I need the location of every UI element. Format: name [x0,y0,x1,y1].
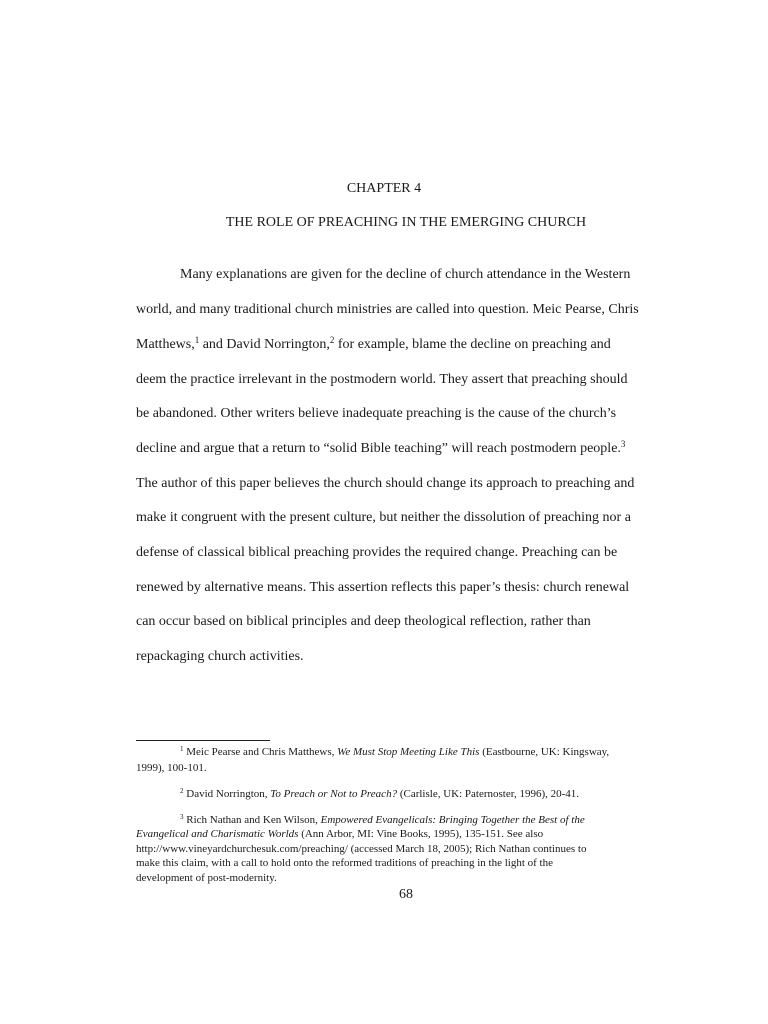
footnote-text: (Carlisle, UK: Paternoster, 1996), 20-41. [399,788,580,800]
footnote-number: 2 [180,787,184,795]
body-line: deem the practice irrelevant in the postmodern world. They assert that preaching should [136,372,628,387]
footnote-text: (Ann Arbor, MI: Vine Books, 1995), 135-151. See also [301,828,544,840]
footnote-1 [180,746,609,758]
footnote-text: David Norrington, [186,788,268,800]
footnote-title: Empowered Evangelicals: Bringing Together the Best of the [320,814,585,826]
footnote-title: We Must Stop Meeting Like This [337,746,480,758]
footnote-ref[interactable]: 2 [329,335,335,345]
footnote-3-line-4: make this claim, with a call to hold onto the reformed traditions of preaching in the light of the [136,857,553,869]
footnote-3 [180,814,585,826]
body-line: world, and many traditional church ministries are called into question. Meic Pearse, Chris [136,302,639,317]
footnote-separator [136,740,270,741]
footnote-text: Meic Pearse and Chris Matthews, [186,746,335,758]
body-line: renewed by alternative means. This assertion reflects this paper’s thesis: church renewal [136,580,630,595]
body-line: repackaging church activities. [136,649,304,664]
footnote-ref[interactable]: 3 [620,439,626,449]
body-line: can occur based on biblical principles and deep theological reflection, rather than [136,614,591,629]
body-line: defense of classical biblical preaching provides the required change. Preaching can be [136,545,618,560]
footnote-text: Rich Nathan and Ken Wilson, [186,814,318,826]
footnote-2 [180,788,579,800]
body-line: make it congruent with the present culture, but neither the dissolution of preaching nor a [136,510,631,525]
footnote-3-line-2 [136,828,543,840]
body-line [136,337,611,353]
footnote-3-line-5: development of post-modernity. [136,872,277,884]
page-number: 68 [399,887,413,902]
footnote-text: (Eastbourne, UK: Kingsway, [482,746,610,758]
body-line: The author of this paper believes the church should change its approach to preaching and [136,476,635,491]
footnote-number: 3 [180,813,184,821]
body-line [136,441,625,457]
footnote-title: Evangelical and Charismatic Worlds [136,828,299,840]
body-line: be abandoned. Other writers believe inadequate preaching is the cause of the church’s [136,406,617,421]
chapter-label: CHAPTER 4 [346,181,422,196]
body-text: decline and argue that a return to “solid Bible teaching” will reach postmodern people. [136,441,621,456]
body-text: for example, blame the decline on preaching and [337,337,611,352]
body-text: Matthews, [136,337,195,352]
footnote-title: To Preach or Not to Preach? [270,788,398,800]
footnote-number: 1 [180,745,184,753]
chapter-title: THE ROLE OF PREACHING IN THE EMERGING CHURCH [225,215,587,230]
body-text: and David Norrington, [202,337,330,352]
footnote-ref[interactable]: 1 [194,335,200,345]
footnote-1-line-2: 1999), 100-101. [136,762,207,774]
footnote-3-line-3[interactable]: http://www.vineyardchurchesuk.com/preaching/ (accessed March 18, 2005); Rich Nathan continues to [136,843,587,855]
body-line: Many explanations are given for the decline of church attendance in the Western [180,267,631,282]
